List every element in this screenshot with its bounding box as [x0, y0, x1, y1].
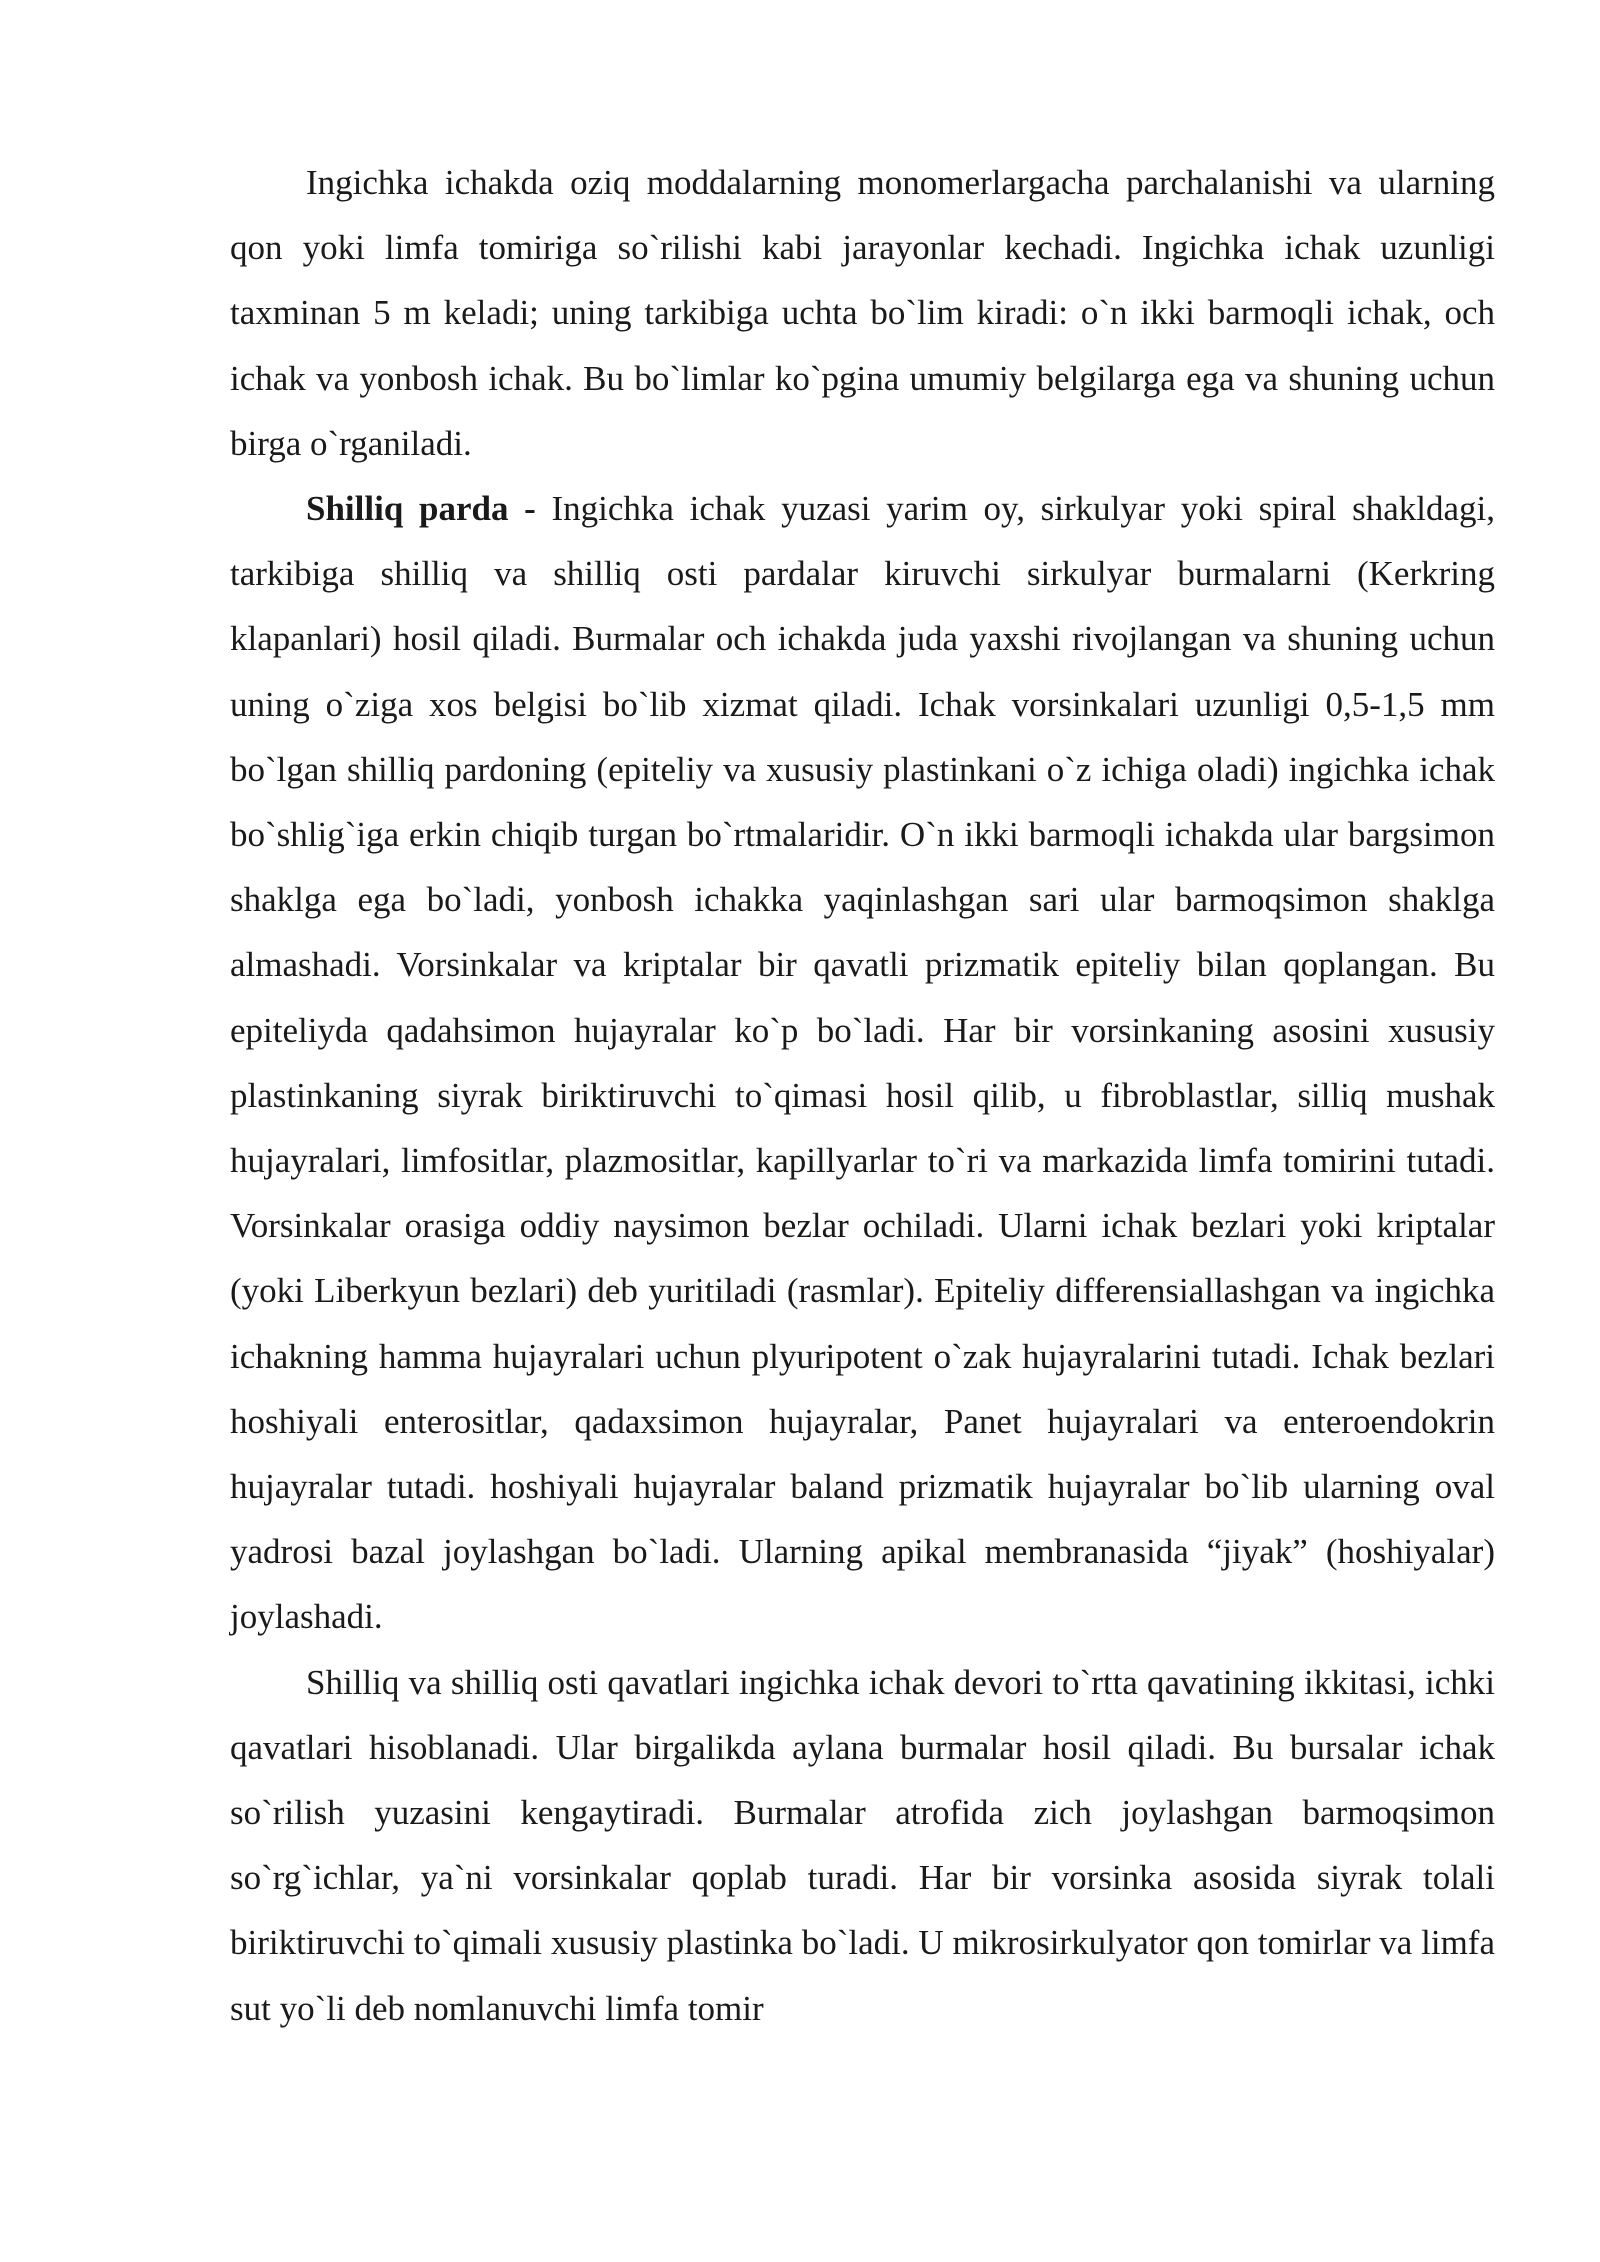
paragraph-text: Ingichka ichak yuzasi yarim oy, sirkulyar yoki spiral shakldagi, tarkibiga shilliq va shilliq osti pardalar kiruvchi sirkulyar burmalarni (Kerkring klapanlari) hosil qiladi. Burmalar och ichakda juda yaxshi rivojlangan va shuning uchun uning o`ziga xos belgisi bo`lib xizmat qiladi. Ichak vorsinkalari uzunligi 0,5-1,5 mm bo`lgan shilliq pardoning (epiteliy va xususiy plastinkani o`z ichiga oladi) ingichka ichak bo`shlig`iga erkin chiqib turgan bo`rtmalaridir. O`n ikki barmoqli ichakda ular bargsimon shaklga ega bo`ladi, yonbosh ichakka yaqinlashgan sari ular barmoqsimon shaklga almashadi. Vorsinkalar va kriptalar bir qavatli prizmatik epiteliy bilan qoplangan. Bu epiteliyda qadahsimon hujayralar ko`p bo`ladi. Har bir vorsinkaning asosini xususiy plastinkaning siyrak biriktiruvchi to`qimasi hosil qilib, u fibroblastlar, silliq mushak hujayralari, limfositlar, plazmositlar, kapillyarlar to`ri va markazida limfa tomirini tutadi. Vorsinkalar orasiga oddiy naysimon bezlar ochiladi. Ularni ichak bezlari yoki kriptalar (yoki Liberkyun bezlari) deb yuritiladi (rasmlar). Epiteliy differensiallashgan va ingichka ichakning hamma hujayralari uchun plyuripotent o`zak hujayralarini tutadi. Ichak bezlari hoshiyali enterositlar, qadaxsimon hujayralar, Panet hujayralari va enteroendokrin hujayralar tutadi. hoshiyali hujayralar baland prizmatik hujayralar bo`lib ularning oval yadrosi bazal joylashgan bo`ladi. Ularning apikal membranasida “jiyak” (hoshiyalar) joylashadi. [230, 489, 1495, 1637]
paragraph-layers [230, 1650, 1495, 2041]
term-heading: Shilliq parda - [306, 489, 536, 529]
paragraph-text: Shilliq va shilliq osti qavatlari ingichka ichak devori to`rtta qavatining ikkitasi, ichki qavatlari hisoblanadi. Ular birgalikda aylana burmalar hosil qiladi. Bu bursalar ichak so`rilish yuzasini kengaytiradi. Burmalar atrofida zich joylashgan barmoqsimon so`rg`ichlar, ya`ni vorsinkalar qoplab turadi. Har bir vorsinka asosida siyrak tolali biriktiruvchi to`qimali xususiy plastinka bo`ladi. U mikrosirkulyator qon tomirlar va limfa sut yo`li deb nomlanuvchi limfa tomir [230, 1662, 1495, 2028]
paragraph-text: Ingichka ichakda oziq moddalarning monomerlargacha parchalanishi va ularning qon yoki limfa tomiriga so`rilishi kabi jarayonlar kechadi. Ingichka ichak uzunligi taxminan 5 m keladi; uning tarkibiga uchta bo`lim kiradi: o`n ikki barmoqli ichak, och ichak va yonbosh ichak. Bu bo`limlar ko`pgina umumiy belgilarga ega va shuning uchun birga o`rganiladi. [230, 163, 1495, 463]
paragraph-intro [230, 150, 1495, 476]
paragraph-shilliq-parda [230, 476, 1495, 1650]
document-page [230, 150, 1495, 2041]
